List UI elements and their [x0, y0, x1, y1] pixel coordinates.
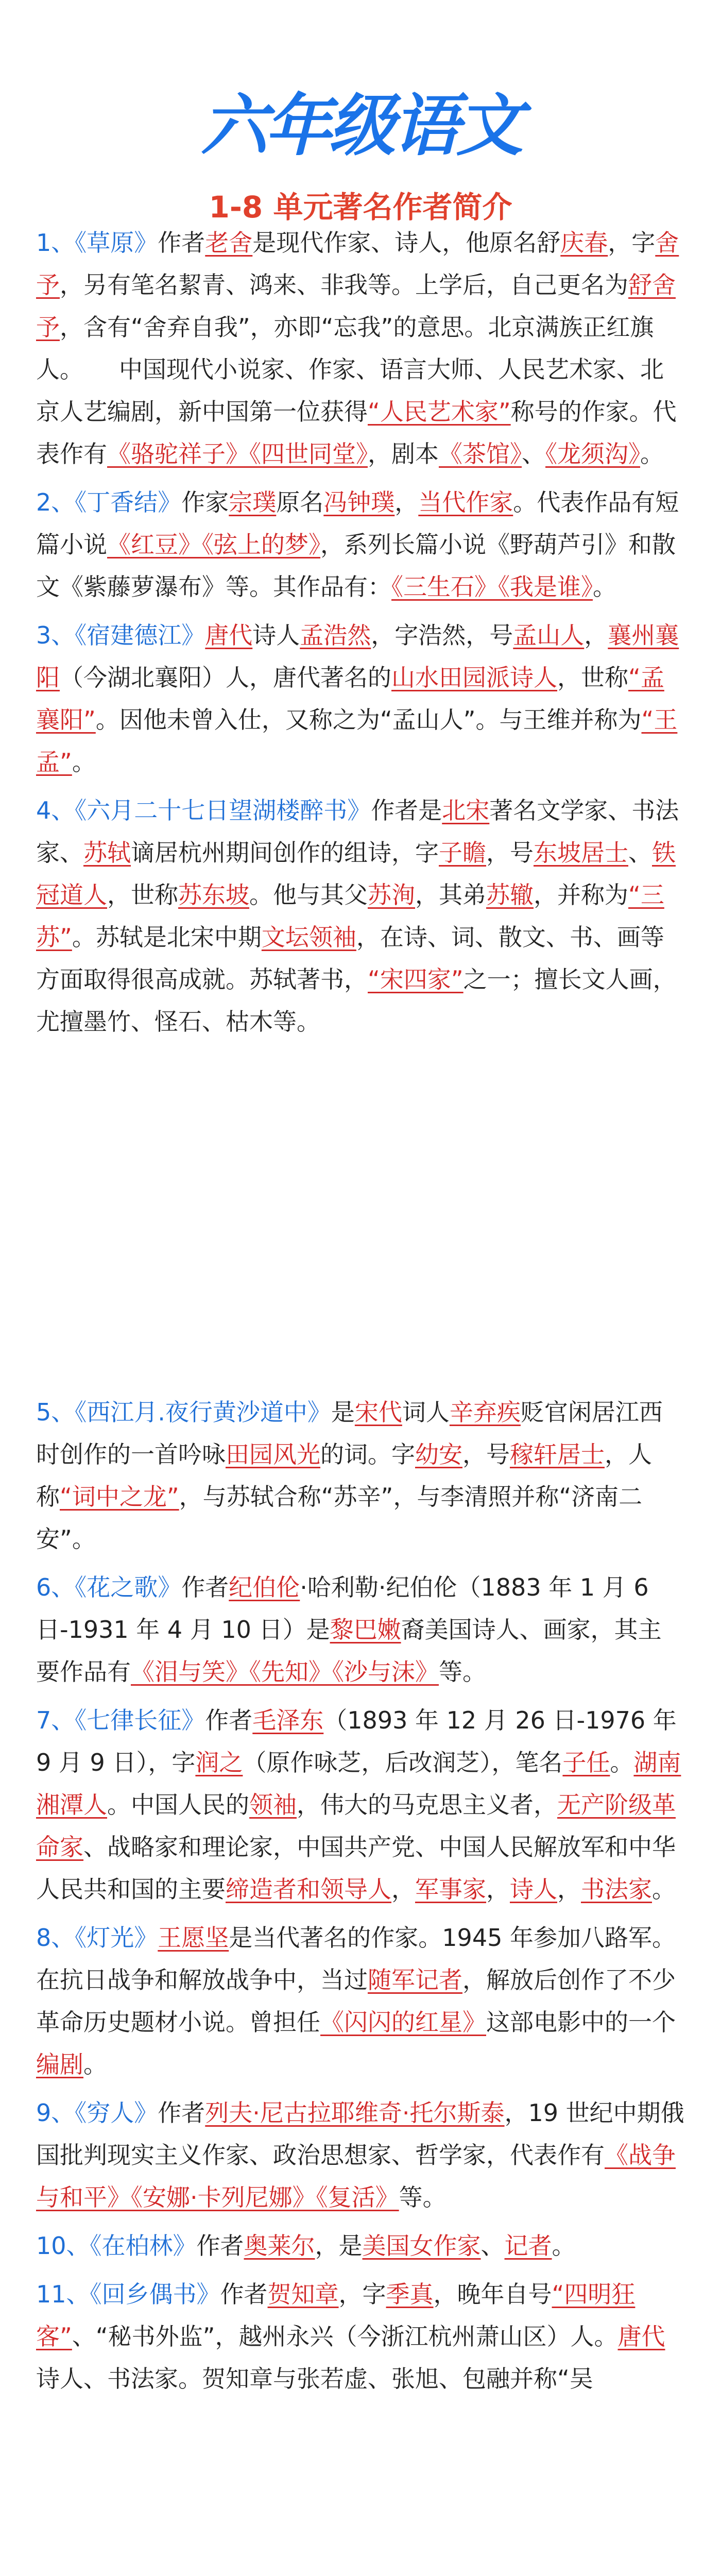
entry-text: 作者	[196, 2232, 244, 2260]
entry-text: 。因他未曾入仕，又称之为“孟山人”。与王维并称为	[95, 706, 642, 734]
key-term: 《红豆》《弦上的梦》	[107, 531, 320, 558]
entry-text: 诗人、书法家。贺知章与张若虚、张旭、包融并称“吴	[36, 2365, 593, 2393]
author-entry	[36, 789, 685, 1043]
entry-number: 8、	[36, 1924, 75, 1952]
key-term: 书法家	[581, 1875, 652, 1903]
work-title: 《穷人》	[75, 2099, 158, 2127]
key-term: 王愿坚	[158, 1924, 229, 1952]
key-term: 贺知章	[267, 2280, 339, 2308]
key-term: 随军记者	[368, 1966, 462, 1994]
entry-number: 3、	[36, 621, 75, 649]
key-term: 《龙须沟》	[545, 440, 640, 468]
key-term: 《泪与笑》《先知》《沙与沫》	[131, 1658, 439, 1686]
entry-text: ，晚年自号	[433, 2280, 552, 2308]
key-term: 诗人	[510, 1875, 557, 1903]
key-term: 《三生石》《我是谁》	[391, 573, 593, 601]
entry-text: （1893 年 12 月 26 日-1976 年 9 月 9 日），字	[36, 1706, 677, 1776]
entry-text: ，世称	[107, 881, 178, 909]
entry-text: ，是	[315, 2232, 363, 2260]
entry-text: 诗人	[252, 621, 300, 649]
author-entry	[36, 1566, 685, 1693]
entry-text: 贬官闲居江西时创作的一首吟咏	[36, 1398, 663, 1468]
key-term: 苏洵	[368, 881, 415, 909]
author-entry	[36, 1699, 685, 1910]
key-term: 润之	[195, 1749, 243, 1776]
entry-text: 等。	[439, 1658, 486, 1686]
entry-text: ·哈利勒·纪伯伦（1883 年 1 月 6 日-1931 年 4 月 10 日）是	[36, 1573, 649, 1643]
key-term: 幼安	[415, 1440, 462, 1468]
entry-text: ，并称为	[534, 881, 628, 909]
entry-text: ，伟大的马克思主义者，	[297, 1791, 557, 1819]
entry-text: 是	[331, 1398, 355, 1426]
work-title: 《六月二十七日望湖楼醉书》	[75, 796, 371, 824]
entry-text: 、	[522, 440, 545, 468]
key-term: 《战争与和平》《安娜·卡列尼娜》《复活》	[36, 2141, 676, 2211]
entry-text: 谪居杭州期间创作的组诗，字	[131, 839, 439, 867]
key-term: 东坡居士	[534, 839, 628, 867]
author-entry	[36, 481, 685, 608]
key-term: 无产阶级革命家	[36, 1791, 676, 1861]
entry-text: 作者	[158, 2099, 205, 2127]
key-term: 唐代	[617, 2323, 665, 2350]
entry-text: 著名文学家、书法家、	[36, 796, 679, 867]
key-term: 奥莱尔	[244, 2232, 315, 2260]
page-title: 1-8 单元著名作者简介	[209, 190, 512, 225]
work-title: 《在柏林》	[90, 2232, 197, 2260]
work-title: 《宿建德江》	[75, 621, 205, 649]
entry-text: 的词。字	[320, 1440, 415, 1468]
key-term: 列夫·尼古拉耶维奇·托尔斯泰	[205, 2099, 505, 2127]
key-term: “孟襄阳”	[36, 664, 664, 734]
key-term: 孟山人	[513, 621, 585, 649]
key-term: 苏辙	[486, 881, 534, 909]
key-term: 冯钟璞	[323, 488, 395, 516]
author-section-1	[36, 222, 685, 1049]
entry-text: ，另有笔名絜青、鸿来、非我等。上学后，自己更名为	[60, 271, 628, 299]
key-term: “词中之龙”	[60, 1483, 179, 1511]
entry-text: ，字	[338, 2280, 386, 2308]
key-term: 缔造者和领导人	[226, 1875, 391, 1903]
entry-text: 是现代作家、诗人，他原名舒	[252, 229, 561, 257]
entry-number: 10、	[36, 2232, 90, 2260]
entry-text: ，含有“舍弃自我”，亦即“忘我”的意思。北京满族正红旗人。 中国现代小说家、作家、语言大师、人民艺术家、北京人艺编剧，新中国第一位获得	[36, 313, 664, 426]
key-term: “四明狂客”	[36, 2280, 636, 2350]
key-term: 苏东坡	[178, 881, 249, 909]
entry-text: ，其弟	[415, 881, 486, 909]
entry-text: ，字浩然，号	[371, 621, 513, 649]
entry-text: 。	[652, 1875, 676, 1903]
entry-text: ，剧本	[368, 440, 439, 468]
entry-text: 。代表作品有短篇小说	[36, 488, 679, 558]
entry-text: ，人称	[36, 1440, 652, 1511]
key-term: 编剧	[36, 2050, 83, 2078]
entry-text: 是当代著名的作家。1945 年参加八路军。在抗日战争和解放战争中，当过	[36, 1924, 676, 1994]
entry-text: 。	[72, 748, 96, 776]
entry-text: 。他与其父	[249, 881, 368, 909]
key-term: 季真	[386, 2280, 434, 2308]
work-title: 《灯光》	[75, 1924, 158, 1952]
entry-number: 11、	[36, 2280, 90, 2308]
key-term: 毛泽东	[252, 1706, 324, 1734]
entry-number: 2、	[36, 488, 75, 516]
key-term: 老舍	[205, 229, 253, 257]
key-term: 孟浩然	[300, 621, 371, 649]
entry-number: 1、	[36, 229, 75, 257]
entry-text: 这部电影中的一个	[486, 2008, 676, 2036]
key-term: “人民艺术家”	[368, 398, 511, 426]
entry-text: 作者	[158, 229, 205, 257]
entry-text: ，世称	[557, 664, 628, 691]
entry-text: ，号	[462, 1440, 510, 1468]
entry-text: 作者	[205, 1706, 253, 1734]
entry-text: ，	[394, 488, 419, 516]
key-term: 《闪闪的红星》	[320, 2008, 486, 2036]
entry-text: ，系列长篇小说《野葫芦引》和散文《紫藤萝瀑布》等。其作品有：	[36, 531, 676, 601]
key-term: 军事家	[415, 1875, 486, 1903]
key-term: 领袖	[249, 1791, 297, 1819]
key-term: “三苏”	[36, 881, 664, 951]
key-term: 记者	[504, 2232, 552, 2260]
key-term: 《骆驼祥子》《四世同堂》	[107, 440, 368, 468]
entry-text: ，	[486, 1875, 510, 1903]
entry-text: （原作咏芝，后改润芝），笔名	[243, 1749, 563, 1776]
entry-text: 。	[610, 1749, 634, 1776]
entry-text: ，19 世纪中期俄国批判现实主义作家、政治思想家、哲学家，代表作有	[36, 2099, 684, 2169]
author-section-2	[36, 1391, 685, 2406]
key-term: 子任	[562, 1749, 610, 1776]
work-title: 《七律长征》	[75, 1706, 205, 1734]
entry-text: 作者是	[371, 796, 442, 824]
author-entry	[36, 222, 685, 475]
key-term: 唐代	[205, 621, 253, 649]
entry-text: ，字	[608, 229, 656, 257]
key-term: 辛弃疾	[449, 1398, 521, 1426]
key-term: 襄州襄阳	[36, 621, 679, 691]
entry-text: ，解放后创作了不少革命历史题材小说。曾担任	[36, 1966, 676, 2036]
key-term: 庆春	[560, 229, 608, 257]
key-term: 黎巴嫩	[330, 1616, 401, 1643]
entry-text: 、	[628, 839, 652, 867]
key-term: 舒舍予	[36, 271, 676, 341]
author-entry	[36, 614, 685, 783]
entry-number: 7、	[36, 1706, 75, 1734]
entry-text: 。	[83, 2050, 107, 2078]
entry-text: 。	[552, 2232, 576, 2260]
key-term: 湖南湘潭人	[36, 1749, 681, 1819]
key-term: 舍予	[36, 229, 679, 299]
author-entry	[36, 1391, 685, 1560]
entry-text: 作者	[220, 2280, 268, 2308]
author-entry	[36, 1917, 685, 2086]
author-entry	[36, 2273, 685, 2400]
key-term: 苏轼	[83, 839, 131, 867]
work-title: 《西江月.夜行黄沙道中》	[75, 1398, 331, 1426]
key-term: 纪伯伦	[229, 1573, 300, 1601]
entry-text: 。	[593, 573, 616, 601]
key-term: 稼轩居士	[510, 1440, 605, 1468]
entry-text: 称号的作家。代表作有	[36, 398, 677, 468]
work-title: 《丁香结》	[75, 488, 182, 516]
key-term: 北宋	[442, 796, 490, 824]
key-term: 宋代	[354, 1398, 402, 1426]
entry-text: 裔美国诗人、画家，其主要作品有	[36, 1616, 662, 1686]
key-term: 文坛领袖	[261, 923, 356, 951]
entry-number: 6、	[36, 1573, 75, 1601]
entry-number: 4、	[36, 796, 75, 824]
entry-text: ，在诗、词、散文、书、画等方面取得很高成就。苏轼著书，	[36, 923, 664, 993]
entry-text: 、战略家和理论家，中国共产党、中国人民解放军和中华人民共和国的主要	[36, 1833, 676, 1903]
entry-text: ，	[391, 1875, 415, 1903]
key-term: 铁冠道人	[36, 839, 676, 909]
entry-text: 作者	[181, 1573, 229, 1601]
entry-number: 9、	[36, 2099, 75, 2127]
entry-number: 5、	[36, 1398, 75, 1426]
work-title: 《草原》	[75, 229, 158, 257]
entry-text: 作家	[181, 488, 229, 516]
entry-text: 。	[640, 440, 664, 468]
entry-text: 词人	[402, 1398, 450, 1426]
key-term: 宗璞	[229, 488, 277, 516]
author-entry	[36, 2092, 685, 2218]
key-term: 子瞻	[439, 839, 486, 867]
key-term: 《茶馆》	[439, 440, 522, 468]
grade-logo: 六年级语文	[200, 87, 520, 165]
entry-text: 之一；擅长文人画，尤擅墨竹、怪石、枯木等。	[36, 965, 677, 1036]
author-entry	[36, 2225, 685, 2267]
entry-text: ，	[557, 1875, 581, 1903]
key-term: “王孟”	[36, 706, 678, 776]
work-title: 《花之歌》	[75, 1573, 182, 1601]
key-term: 当代作家	[418, 488, 513, 516]
entry-text: ，	[584, 621, 608, 649]
key-term: 美国女作家	[362, 2232, 481, 2260]
entry-text: 原名	[276, 488, 324, 516]
entry-text: （今湖北襄阳）人，唐代著名的	[60, 664, 391, 691]
key-term: 山水田园派诗人	[391, 664, 557, 691]
entry-text: 。苏轼是北宋中期	[72, 923, 262, 951]
entry-text: 、	[480, 2232, 505, 2260]
key-term: “宋四家”	[368, 965, 464, 993]
entry-text: 。中国人民的	[107, 1791, 249, 1819]
key-term: 田园风光	[226, 1440, 320, 1468]
entry-text: ，与苏轼合称“苏辛”，与李清照并称“济南二安”。	[36, 1483, 643, 1553]
entry-text: 等。	[399, 2183, 447, 2211]
work-title: 《回乡偶书》	[90, 2280, 220, 2308]
entry-text: ，号	[486, 839, 534, 867]
entry-text: 、“秘书外监”，越州永兴（今浙江杭州萧山区）人。	[72, 2323, 618, 2350]
